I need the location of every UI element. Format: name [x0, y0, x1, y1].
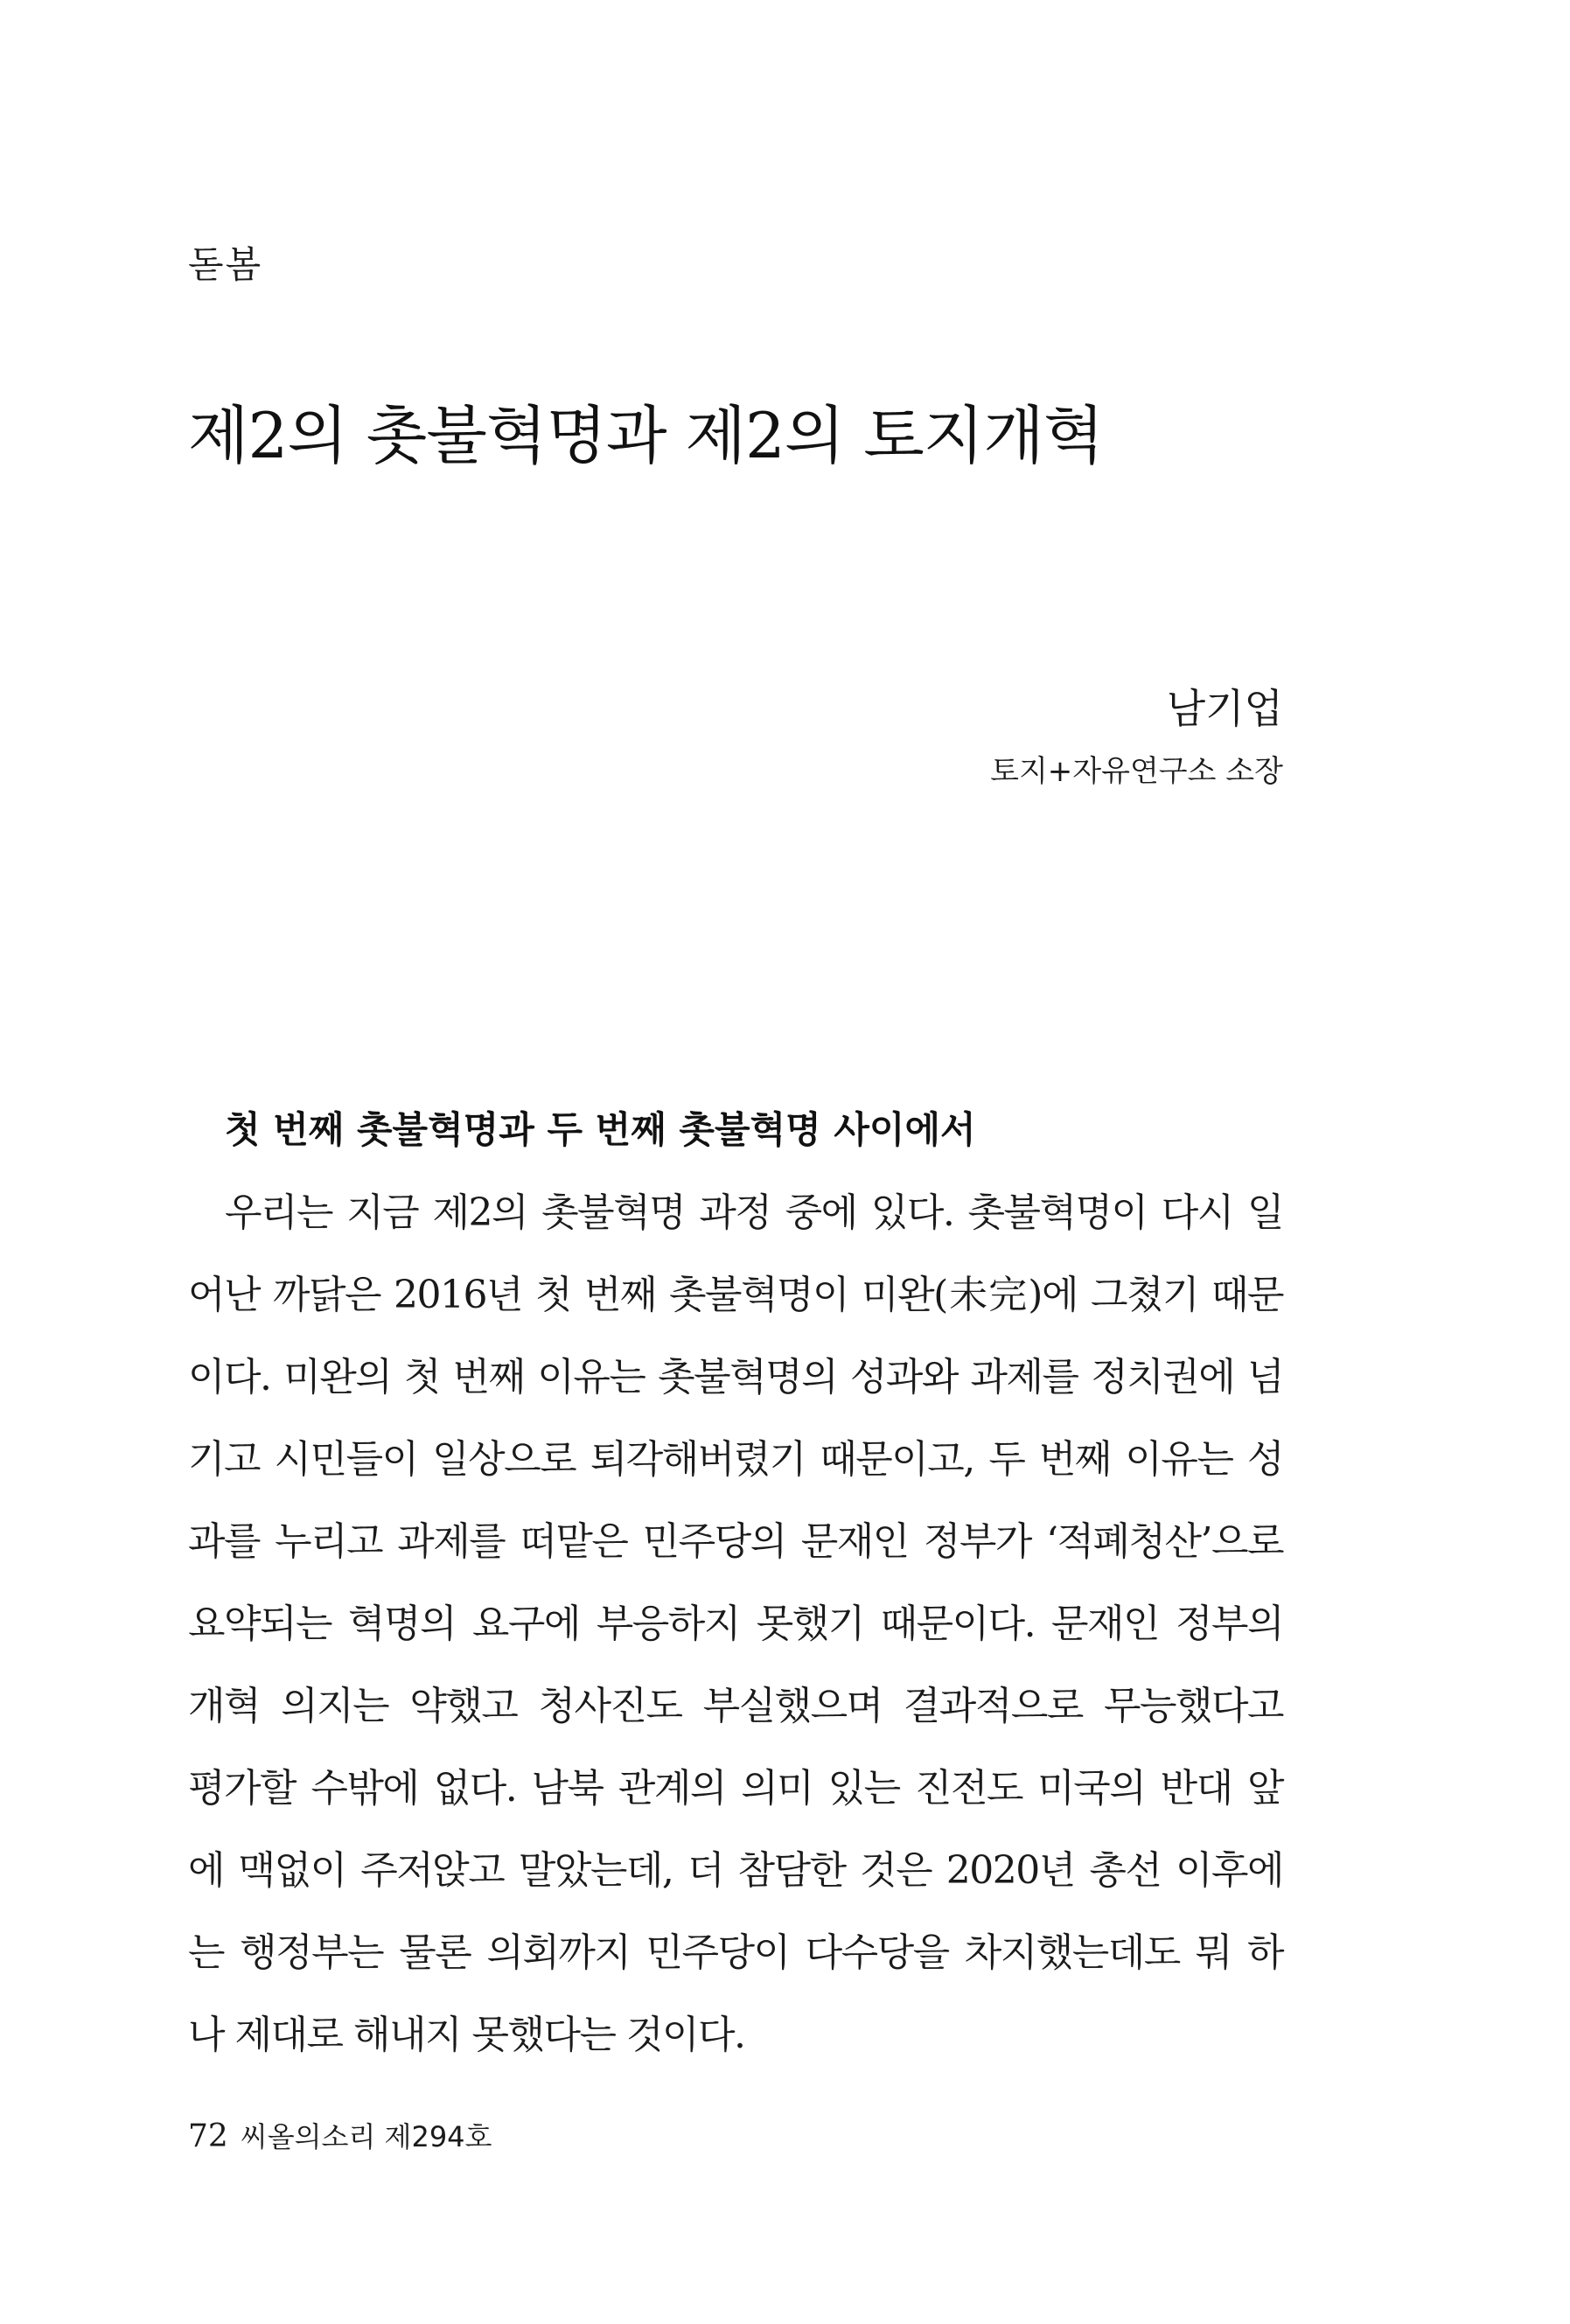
author-block [990, 682, 1283, 791]
body-line: 개혁 의지는 약했고 청사진도 부실했으며 결과적으로 무능했다고 [188, 1684, 1283, 1728]
author-affiliation: 토지+자유연구소 소장 [990, 754, 1283, 789]
article-title: 제2의 촛불혁명과 제2의 토지개혁 [188, 399, 1104, 472]
body-line: 평가할 수밖에 없다. 남북 관계의 의미 있는 진전도 미국의 반대 앞 [188, 1766, 1283, 1811]
page-number: 72 [188, 2118, 228, 2154]
body-line: 에 맥없이 주저앉고 말았는데, 더 참담한 것은 2020년 총선 이후에 [188, 1848, 1283, 1893]
author-name: 남기업 [1166, 685, 1283, 732]
body-line: 이다. 미완의 첫 번째 이유는 촛불혁명의 성과와 과제를 정치권에 넘 [188, 1355, 1283, 1399]
body-paragraph [188, 1172, 1283, 2076]
body-line: 기고 시민들이 일상으로 퇴각해버렸기 때문이고, 두 번째 이유는 성 [188, 1437, 1283, 1482]
body-line: 우리는 지금 제2의 촛불혁명 과정 중에 있다. 촛불혁명이 다시 일 [225, 1190, 1283, 1235]
page-footer [188, 2115, 492, 2155]
section-heading: 첫 번째 촛불혁명과 두 번째 촛불혁명 사이에서 [225, 1108, 976, 1151]
section-label: 돋봄 [188, 243, 263, 286]
body-line: 나 제대로 해내지 못했다는 것이다. [188, 2013, 745, 2057]
publication-name: 씨올의소리 제294호 [240, 2120, 492, 2153]
body-line: 과를 누리고 과제를 떠맡은 민주당의 문재인 정부가 ‘적폐청산’으로 [188, 1519, 1283, 1564]
body-line: 요약되는 혁명의 요구에 부응하지 못했기 때문이다. 문재인 정부의 [188, 1602, 1283, 1646]
body-line: 는 행정부는 물론 의회까지 민주당이 다수당을 차지했는데도 뭐 하 [188, 1930, 1283, 1975]
body-line: 어난 까닭은 2016년 첫 번째 촛불혁명이 미완(未完)에 그쳤기 때문 [188, 1273, 1283, 1317]
